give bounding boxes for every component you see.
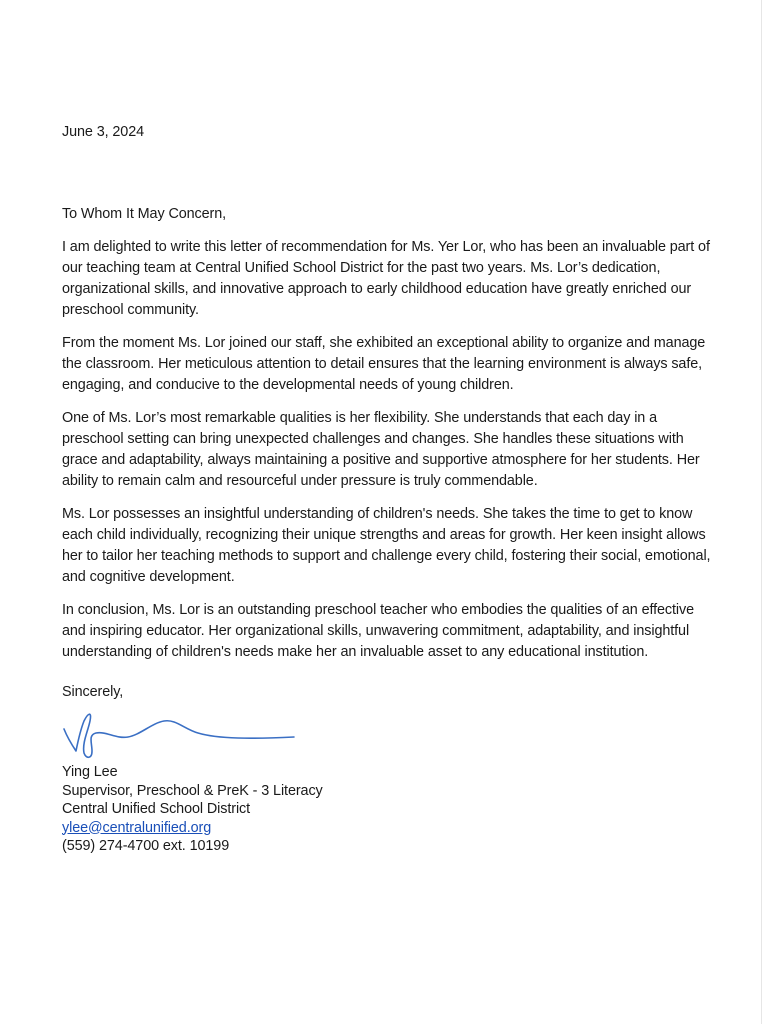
- signer-email-link[interactable]: ylee@centralunified.org: [62, 819, 212, 836]
- page-edge-divider: [761, 0, 762, 1024]
- signature-block: [62, 763, 712, 856]
- signer-title: Supervisor, Preschool & PreK - 3 Literacy: [62, 782, 323, 799]
- body-paragraph-3: One of Ms. Lor’s most remarkable qualities is her flexibility. She understands that each day in a preschool setting can bring unexpected challenges and changes. She handles these situations with grace and adaptability, always maintaining a positive and supportive atmosphere for her students. Her ability to remain calm and resourceful under pressure is truly commendable.: [62, 410, 700, 489]
- body-paragraph-5: In conclusion, Ms. Lor is an outstanding preschool teacher who embodies the qualities of an effective and inspiring educator. Her organizational skills, unwavering commitment, adaptability, and insightful understanding of children's needs make her an invaluable asset to any educational institution.: [62, 602, 694, 660]
- signer-organization: Central Unified School District: [62, 801, 251, 817]
- letter-date: June 3, 2024: [62, 124, 145, 140]
- recommendation-letter: [62, 122, 712, 856]
- signer-phone: (559) 274-4700 ext. 10199: [62, 838, 230, 854]
- signer-name: Ying Lee: [62, 764, 118, 780]
- signature-area: [62, 699, 712, 759]
- handwritten-signature: [62, 699, 302, 761]
- body-paragraph-4: Ms. Lor possesses an insightful understanding of children's needs. She takes the time to get to know each child individually, recognizing their unique strengths and areas for growth. Her keen insight allows her to tailor her teaching methods to support and challenge every child, fostering their social, emotional, and cognitive development.: [62, 506, 711, 585]
- body-paragraph-1: I am delighted to write this letter of recommendation for Ms. Yer Lor, who has been an invaluable part of our teaching team at Central Unified School District for the past two years. Ms. Lor’s dedication, organizational skills, and innovative approach to early childhood education have greatly enriched our preschool community.: [62, 239, 710, 318]
- letter-closing: Sincerely,: [62, 684, 124, 700]
- letter-salutation: To Whom It May Concern,: [62, 206, 227, 222]
- body-paragraph-2: From the moment Ms. Lor joined our staff, she exhibited an exceptional ability to organize and manage the classroom. Her meticulous attention to detail ensures that the learning environment is always safe, engaging, and conducive to the developmental needs of young children.: [62, 335, 706, 393]
